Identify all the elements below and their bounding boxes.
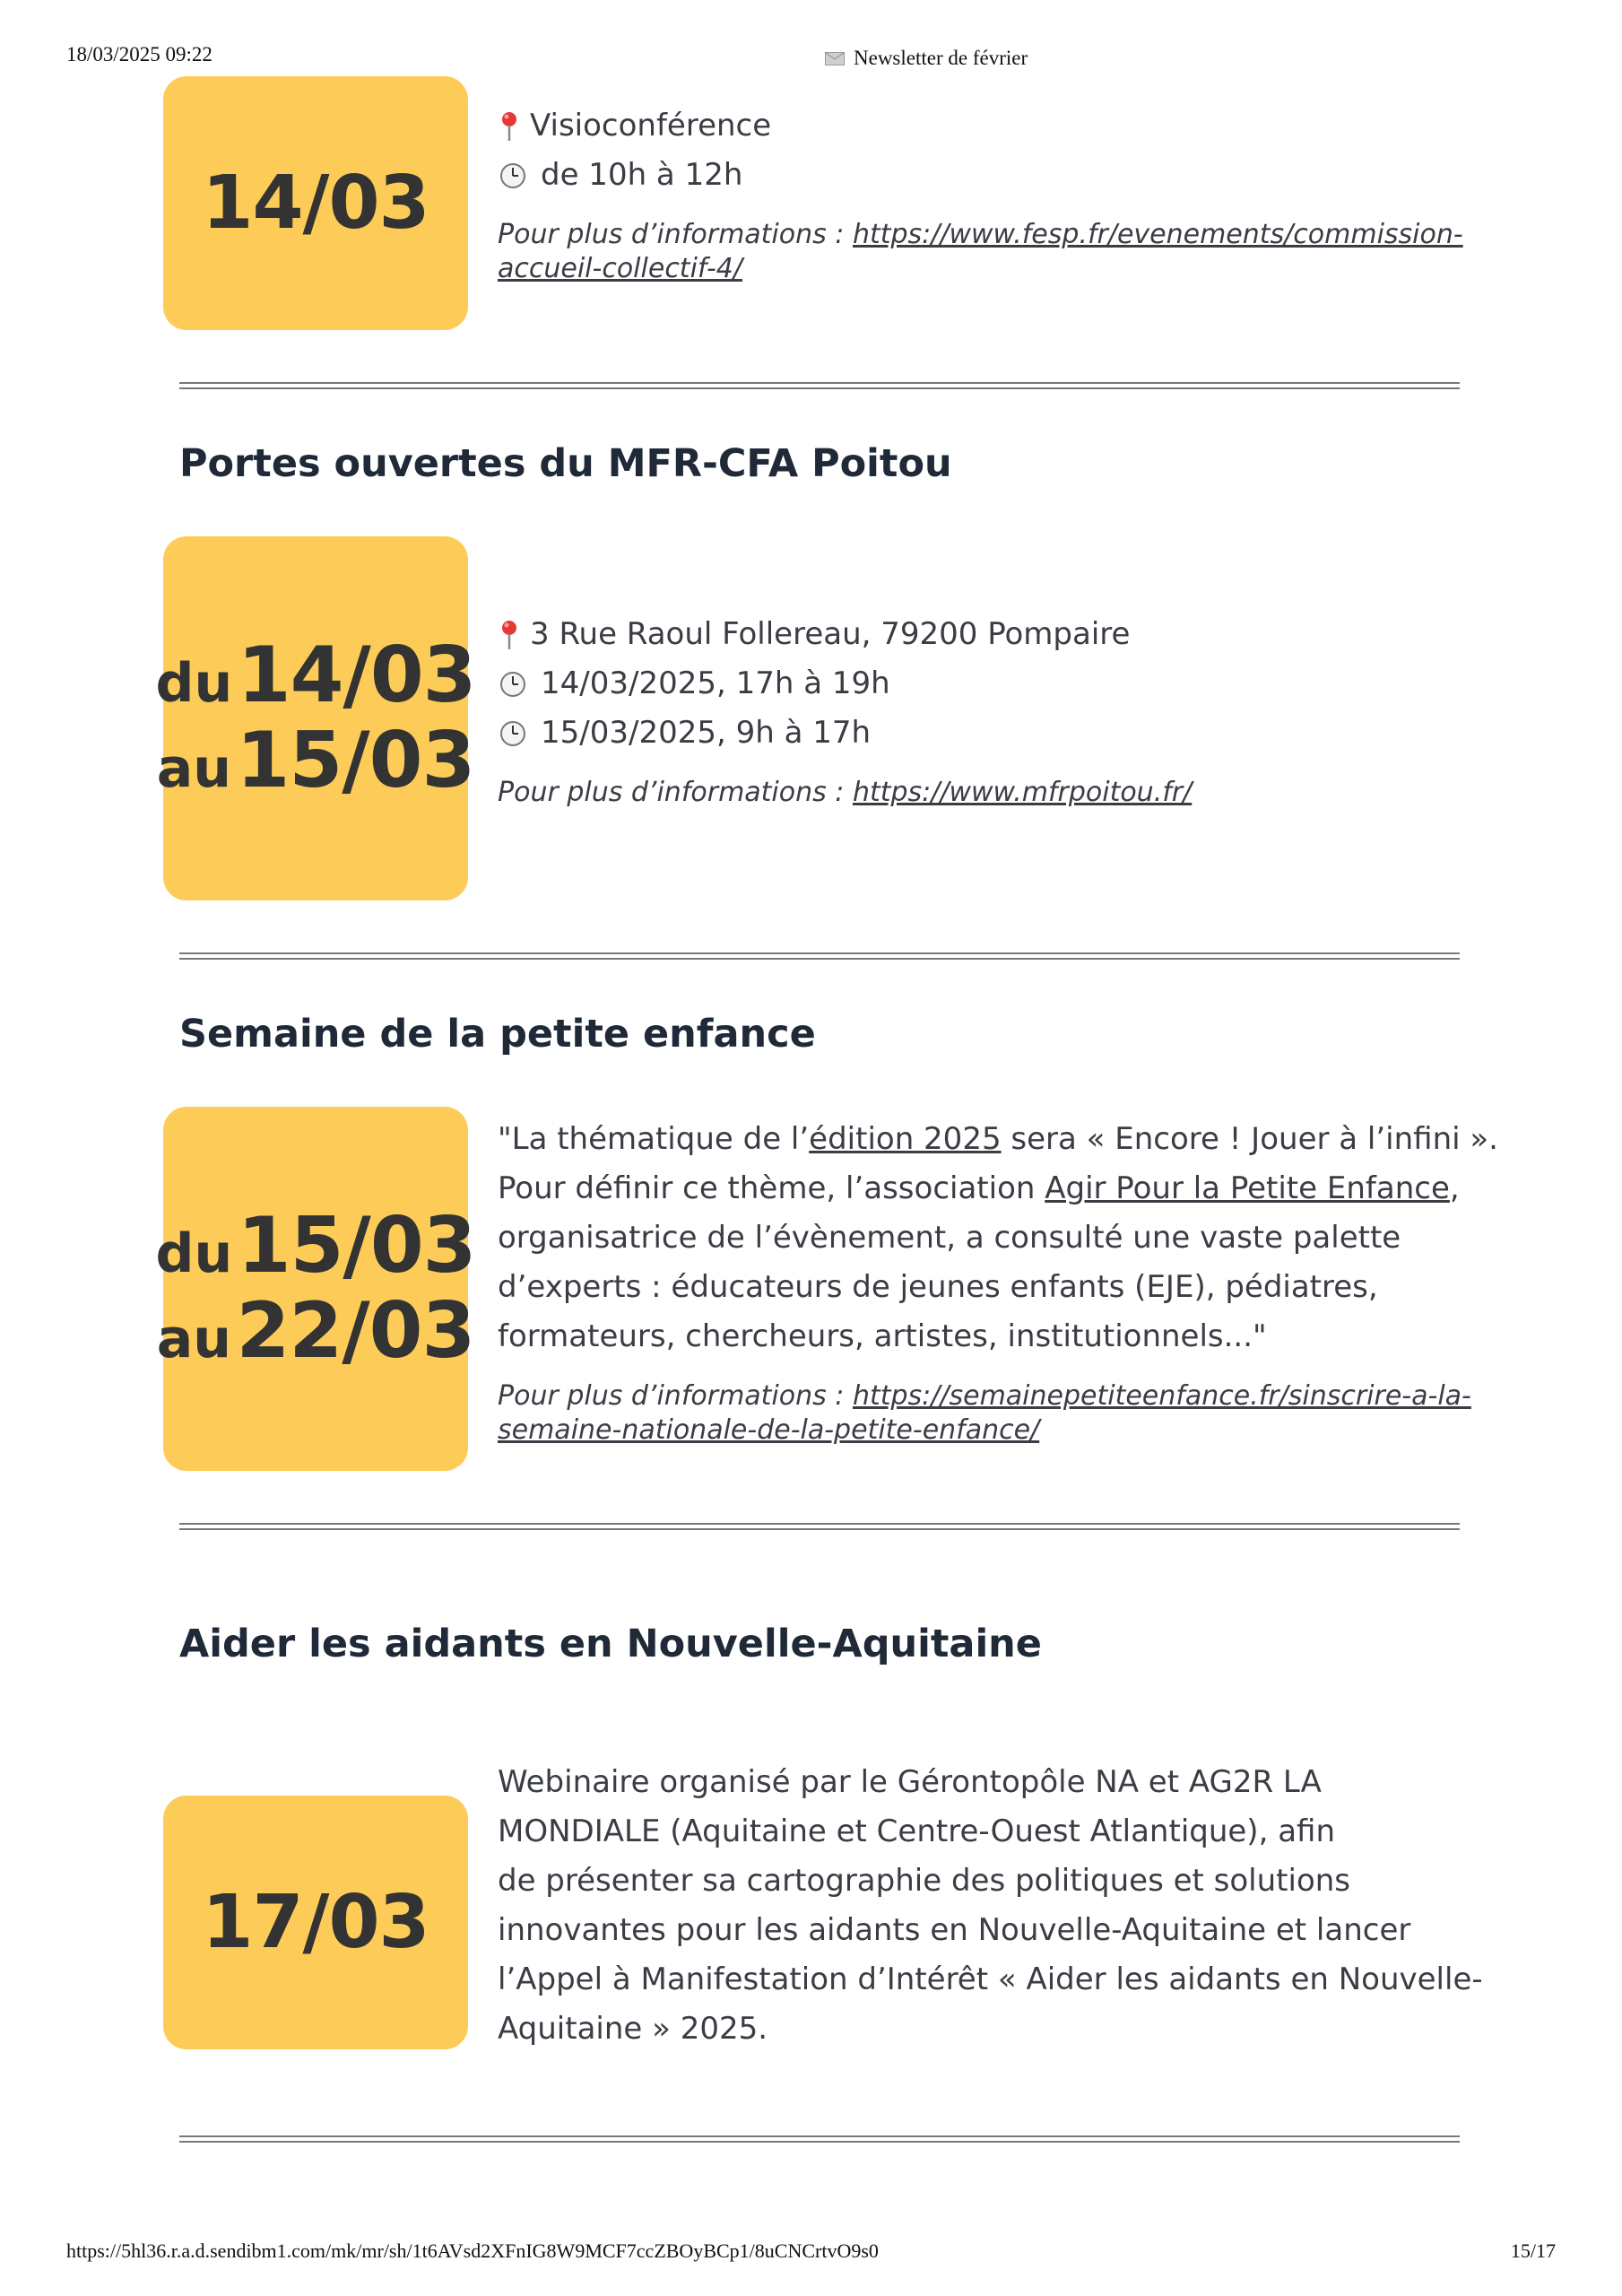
event2-location-row xyxy=(498,610,1484,659)
event2-location: 3 Rue Raoul Follereau, 79200 Pompaire xyxy=(530,616,1131,652)
event1-location-row xyxy=(498,101,1484,151)
event4-line: MONDIALE (Aquitaine et Centre-Ouest Atlantique), afin xyxy=(498,1813,1335,1849)
page-number: 15/17 xyxy=(1510,2239,1556,2262)
event3-date-from-prefix: du xyxy=(155,1222,233,1286)
event1-time-row xyxy=(498,151,1484,200)
separator-1 xyxy=(179,382,1460,389)
event4-date-box xyxy=(163,1796,468,2049)
event4-date: 17/03 xyxy=(202,1880,429,1965)
event1-date-box xyxy=(163,76,468,330)
event1-time: de 10h à 12h xyxy=(541,157,743,193)
pin-icon xyxy=(498,619,523,651)
event2-date-from-line xyxy=(155,631,476,721)
event2-time2-row xyxy=(498,709,1484,758)
event3-date-box xyxy=(155,1107,476,1471)
event1-date: 14/03 xyxy=(202,161,429,246)
event3-line-5: formateurs, chercheurs, artistes, institutionnels..." xyxy=(498,1318,1267,1354)
event3-line-4: d’experts : éducateurs de jeunes enfants (EJE), pédiatres, xyxy=(498,1269,1378,1305)
event3-more-label: Pour plus d’informations : xyxy=(498,1380,853,1412)
event2-date-to-prefix: au xyxy=(156,737,231,800)
clock-icon xyxy=(499,671,526,698)
print-header xyxy=(66,43,1556,79)
print-url: https://5hl36.r.a.d.sendibm1.com/mk/mr/sh/1t6AVsd2XFnIG8W9MCF7ccZBOyBCp1/8uCNCrtvO9s0 xyxy=(66,2239,879,2262)
event3-date-to-line xyxy=(156,1286,475,1376)
event3-more-info xyxy=(498,1379,1484,1448)
newsletter-title: Newsletter de février xyxy=(854,47,1028,69)
event3-line-3: organisatrice de l’évènement, a consulté une vaste palette xyxy=(498,1220,1401,1256)
event2-more-link[interactable]: https://www.mfrpoitou.fr/ xyxy=(852,777,1193,808)
event3-date-from-line xyxy=(155,1201,476,1292)
agir-petite-enfance-link[interactable]: Agir Pour la Petite Enfance xyxy=(1045,1170,1450,1206)
event2-time2: 15/03/2025, 9h à 17h xyxy=(541,715,872,751)
event4-description xyxy=(498,1758,1484,2054)
clock-icon xyxy=(499,720,526,747)
event2-more-label: Pour plus d’informations : xyxy=(498,777,853,808)
edition-2025-link[interactable]: édition 2025 xyxy=(809,1121,1002,1157)
clock-icon xyxy=(499,162,526,189)
event2-time1-row xyxy=(498,659,1484,709)
event3-more-link[interactable]: https://semainepetiteenfance.fr/sinscrire-a-la- semaine-nationale-de-la-petite-enfance/ xyxy=(498,1380,1471,1446)
event4-line: Webinaire organisé par le Gérontopôle NA et AG2R LA xyxy=(498,1764,1322,1800)
event2-details xyxy=(498,610,1484,810)
event1-more-link[interactable]: https://www.fesp.fr/evenements/commission- accueil-collectif-4/ xyxy=(498,219,1463,284)
event2-date-from: 14/03 xyxy=(237,631,476,721)
event3-date-to-prefix: au xyxy=(156,1308,231,1370)
event4-line: innovantes pour les aidants en Nouvelle-Aquitaine et lancer xyxy=(498,1912,1411,1948)
event3-date-to: 22/03 xyxy=(236,1286,475,1376)
event1-more-label: Pour plus d’informations : xyxy=(498,219,853,250)
event4-line: de présenter sa cartographie des politiques et solutions xyxy=(498,1863,1351,1899)
event2-date-from-prefix: du xyxy=(155,652,233,716)
event3-date-from: 15/03 xyxy=(237,1201,476,1292)
event1-details xyxy=(498,101,1484,286)
event1-more-info xyxy=(498,218,1484,286)
event2-date-box xyxy=(155,536,476,900)
print-title xyxy=(825,47,1028,70)
event2-date-to-line xyxy=(157,718,475,804)
event2-time1: 14/03/2025, 17h à 19h xyxy=(541,665,890,701)
event2-date-to: 15/03 xyxy=(236,716,475,805)
event3-description xyxy=(498,1115,1498,1448)
event4-line: l’Appel à Manifestation d’Intérêt « Aider les aidants en Nouvelle- xyxy=(498,1961,1483,1997)
event2-more-info xyxy=(498,776,1484,810)
separator-2 xyxy=(179,952,1460,960)
print-timestamp: 18/03/2025 09:22 xyxy=(66,43,213,65)
event3-line-1: "La thématique de l’édition 2025 sera « Encore ! Jouer à l’infini ». xyxy=(498,1121,1498,1157)
event4-title: Aider les aidants en Nouvelle-Aquitaine xyxy=(179,1622,1042,1666)
event4-line: Aquitaine » 2025. xyxy=(498,2011,768,2047)
pin-icon xyxy=(498,110,523,143)
separator-4 xyxy=(179,2135,1460,2143)
event3-title: Semaine de la petite enfance xyxy=(179,1012,816,1057)
mail-icon xyxy=(825,52,845,65)
separator-3 xyxy=(179,1523,1460,1530)
event1-location: Visioconférence xyxy=(530,108,772,144)
event3-line-2: Pour définir ce thème, l’association Agir Pour la Petite Enfance, xyxy=(498,1170,1460,1206)
event2-title: Portes ouvertes du MFR-CFA Poitou xyxy=(179,441,952,486)
